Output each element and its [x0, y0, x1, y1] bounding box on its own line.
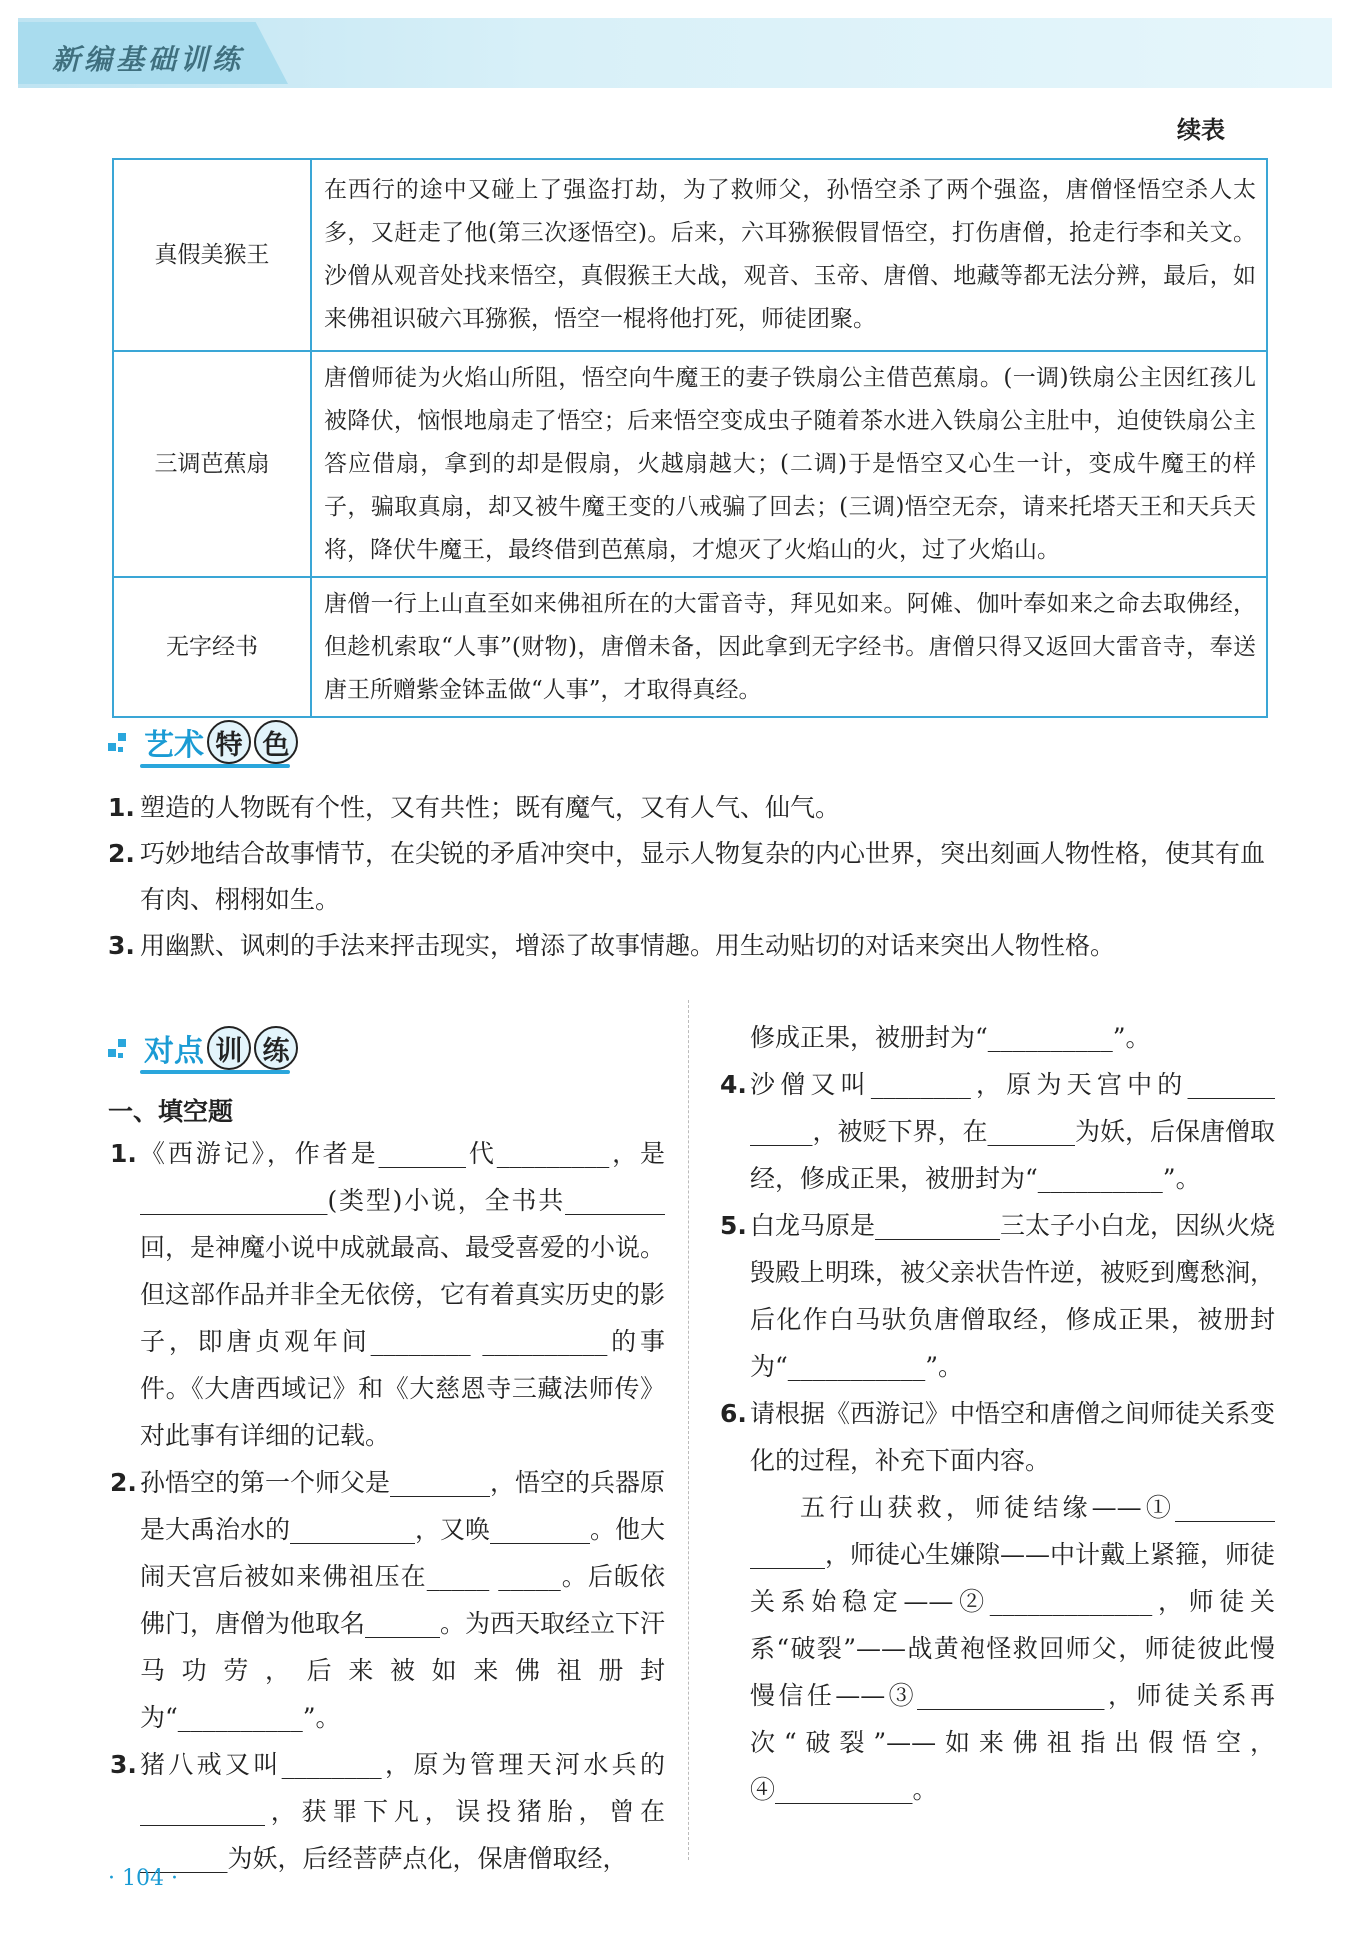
question-number: 3. — [110, 1750, 137, 1779]
practice-title-main: 对点 — [144, 1034, 204, 1069]
episode-name: 无字经书 — [113, 577, 311, 717]
question-text: 请根据《西游记》中悟空和唐僧之间师徒关系变化的过程，补充下面内容。 — [750, 1399, 1276, 1475]
question-number: 4. — [720, 1070, 747, 1099]
question-4 — [720, 1061, 1276, 1202]
practice-title-circled-2: 练 — [254, 1026, 298, 1070]
question-number: 2. — [110, 1468, 137, 1497]
question-2 — [110, 1459, 666, 1741]
practice-title-circled-1: 训 — [207, 1026, 251, 1070]
episode-name: 真假美猴王 — [113, 159, 311, 351]
table-row — [113, 577, 1267, 717]
practice-section-title — [108, 1026, 298, 1070]
art-item-number: 1. — [108, 793, 135, 822]
section-bullet-icon — [108, 1033, 134, 1063]
question-text: 《西游记》，作者是_______代_________，是_______________(类型)小说，全书共________回，是神魔小说中成就最高、最受喜爱的小说。但这部作品并非全无依傍，它有着真实历史的影子，即唐贞观年间________ __________的事件。《大唐西域记》和《大慈恩寺三藏法师传》对此事有详细的记载。 — [140, 1139, 666, 1450]
art-item — [108, 785, 1278, 831]
episode-description: 唐僧一行上山直至如来佛祖所在的大雷音寺，拜见如来。阿傩、伽叶奉如来之命去取佛经，但趁机索取“人事”(财物)，唐僧未备，因此拿到无字经书。唐僧只得又返回大雷音寺，奉送唐王所赠紫金钵盂做“人事”，才取得真经。 — [311, 577, 1267, 717]
practice-title-underline — [140, 1070, 290, 1074]
plot-table — [112, 158, 1268, 718]
question-6-body: 五行山获救，师徒结缘——①________ ______，师徒心生嫌隙——中计戴上紧箍，师徒关系始稳定——②_____________，师徒关系“破裂”——战黄袍怪救回师父，师徒彼此慢慢信任——③_______________，师徒关系再次“破裂”——如来佛祖指出假悟空，④___________。 — [750, 1493, 1276, 1804]
art-item-number: 2. — [108, 839, 135, 868]
art-title-underline — [140, 764, 290, 768]
question-number: 6. — [720, 1399, 747, 1428]
question-number: 5. — [720, 1211, 747, 1240]
series-title: 新编基础训练 — [52, 43, 245, 76]
table-row — [113, 159, 1267, 351]
table-row — [113, 351, 1267, 577]
art-item-text: 塑造的人物既有个性，又有共性；既有魔气，又有人气、仙气。 — [140, 793, 841, 822]
art-item — [108, 831, 1278, 923]
fill-blank-heading: 一、填空题 — [108, 1097, 234, 1126]
art-item-text: 用幽默、讽刺的手法来抨击现实，增添了故事情趣。用生动贴切的对话来突出人物性格。 — [140, 931, 1116, 960]
question-6 — [720, 1390, 1276, 1484]
episode-name: 三调芭蕉扇 — [113, 351, 311, 577]
art-item — [108, 923, 1278, 969]
column-divider — [688, 1000, 689, 1860]
question-number: 1. — [110, 1139, 137, 1168]
section-bullet-icon — [108, 727, 134, 757]
episode-description: 在西行的途中又碰上了强盗打劫，为了救师父，孙悟空杀了两个强盗，唐僧怪悟空杀人太多，又赶走了他(第三次逐悟空)。后来，六耳猕猴假冒悟空，打伤唐僧，抢走行李和关文。沙僧从观音处找来悟空，真假猴王大战，观音、玉帝、唐僧、地藏等都无法分辨，最后，如来佛祖识破六耳猕猴，悟空一棍将他打死，师徒团聚。 — [311, 159, 1267, 351]
continued-label: 续表 — [1177, 116, 1225, 144]
art-item-number: 3. — [108, 931, 135, 960]
art-title-circled-1: 特 — [207, 720, 251, 764]
question-text: 白龙马原是__________三太子小白龙，因纵火烧毁殿上明珠，被父亲状告忤逆，被贬到鹰愁涧，后化作白马驮负唐僧取经，修成正果，被册封为“___________”。 — [750, 1211, 1276, 1381]
question-text: 沙僧又叫________，原为天宫中的_______ _____，被贬下界，在_______为妖，后保唐僧取经，修成正果，被册封为“__________”。 — [750, 1070, 1276, 1193]
page-number: · 104 · — [108, 1866, 178, 1891]
episode-description: 唐僧师徒为火焰山所阻，悟空向牛魔王的妻子铁扇公主借芭蕉扇。(一调)铁扇公主因红孩儿被降伏，恼恨地扇走了悟空；后来悟空变成虫子随着茶水进入铁扇公主肚中，迫使铁扇公主答应借扇，拿到的却是假扇，火越扇越大；(二调)于是悟空又心生一计，变成牛魔王的样子，骗取真扇，却又被牛魔王变的八戒骗了回去；(三调)悟空无奈，请来托塔天王和天兵天将，降伏牛魔王，最终借到芭蕉扇，才熄灭了火焰山的火，过了火焰山。 — [311, 351, 1267, 577]
art-section-title — [108, 720, 298, 764]
question-3-continued: 修成正果，被册封为“__________”。 — [750, 1023, 1151, 1052]
art-item-text: 巧妙地结合故事情节，在尖锐的矛盾冲突中，显示人物复杂的内心世界，突出刻画人物性格，使其有血有肉、栩栩如生。 — [140, 839, 1266, 914]
question-text: 猪八戒又叫________，原为管理天河水兵的__________，获罪下凡，误投猪胎，曾在_______为妖，后经菩萨点化，保唐僧取经， — [140, 1750, 665, 1873]
question-text: 孙悟空的第一个师父是________，悟空的兵器原是大禹治水的__________，又唤________。他大闹天宫后被如来佛祖压在_____ _____。后皈依佛门，唐僧为他取名______。为西天取经立下汗马功劳，后来被如来佛祖册封为“__________”。 — [140, 1468, 666, 1732]
question-5 — [720, 1202, 1276, 1390]
question-1 — [110, 1130, 666, 1459]
art-title-main: 艺术 — [144, 728, 204, 763]
art-title-circled-2: 色 — [254, 720, 298, 764]
right-column — [720, 1014, 1276, 1813]
